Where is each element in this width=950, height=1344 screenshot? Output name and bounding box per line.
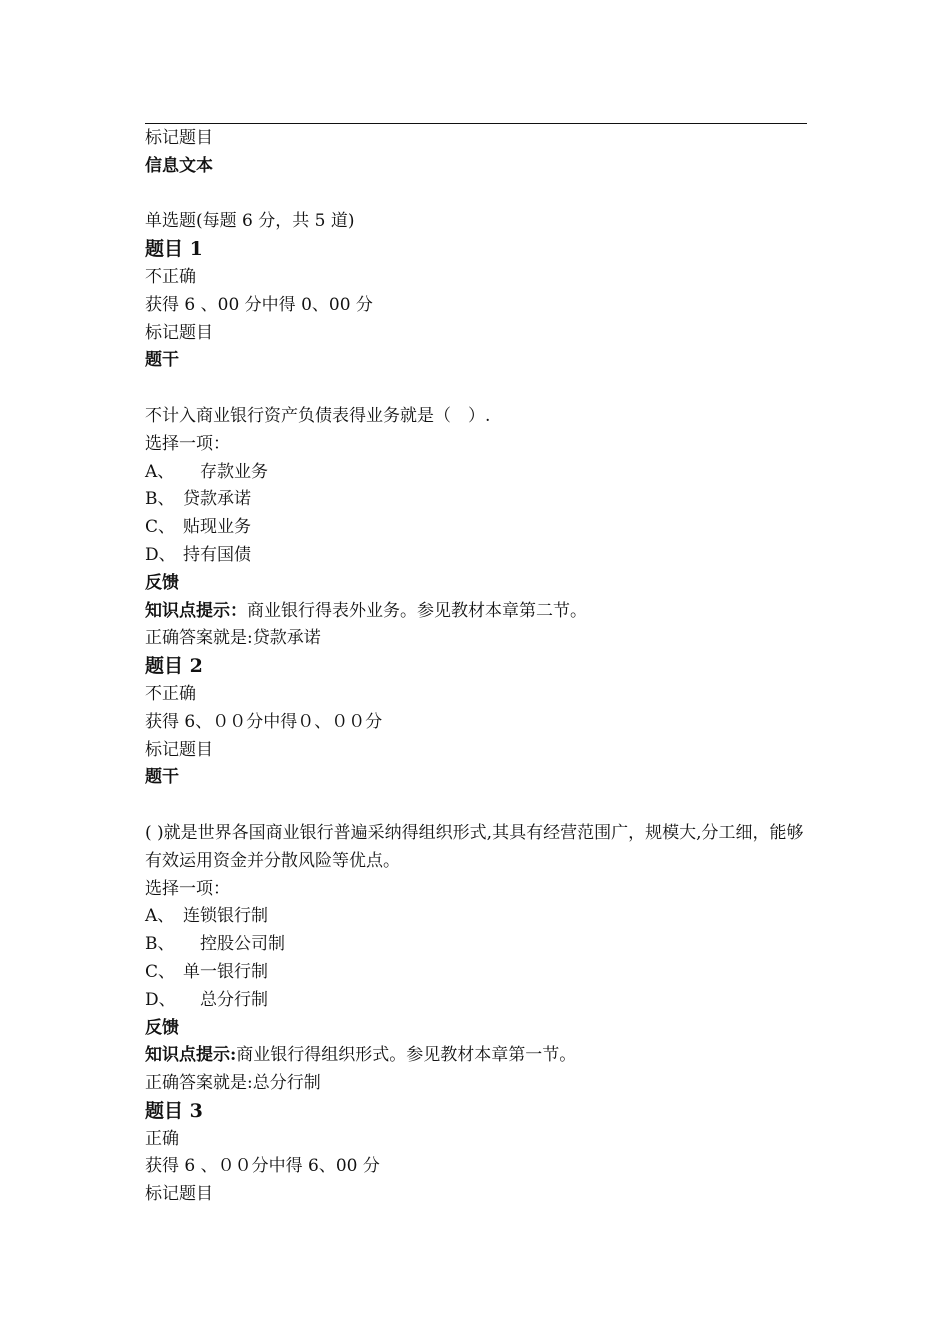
option-c[interactable] [145, 959, 807, 987]
top-divider [145, 123, 807, 124]
flag-question-link[interactable]: 标记题目 [145, 128, 213, 148]
flag-question-link[interactable]: 标记题目 [145, 1184, 213, 1205]
choose-one-label: 选择一项： [145, 433, 230, 454]
question-title: 题目 3 [145, 1099, 203, 1122]
option-b[interactable] [145, 931, 807, 959]
question-score: 获得 6、００分中得０、００分 [145, 711, 383, 732]
option-text: 单一银行制 [183, 961, 268, 982]
question-status: 不正确 [145, 266, 196, 287]
correct-answer: 正确答案就是:总分行制 [145, 1073, 321, 1094]
question-title: 题目 2 [145, 655, 203, 678]
knowledge-hint [145, 598, 807, 626]
question-2 [145, 653, 807, 1098]
question-1 [145, 236, 807, 653]
knowledge-hint [145, 1042, 807, 1070]
option-a[interactable] [145, 903, 807, 931]
flag-question-link[interactable]: 标记题目 [145, 322, 213, 343]
spacer [145, 792, 807, 820]
option-letter: B、 [145, 934, 175, 955]
question-status: 正确 [145, 1128, 179, 1149]
option-letter: B、 [145, 489, 175, 510]
hint-text: 商业银行得表外业务。参见教材本章第二节。 [247, 600, 587, 621]
question-stem: 不计入商业银行资产负债表得业务就是（ ）. [145, 405, 491, 426]
option-text: 持有国债 [183, 544, 251, 565]
feedback-heading: 反馈 [145, 1017, 179, 1038]
option-letter: C、 [145, 961, 176, 982]
stem-heading: 题干 [145, 767, 179, 788]
option-text: 存款业务 [183, 461, 268, 482]
option-a[interactable] [145, 459, 807, 487]
question-score: 获得 6 、00 分中得 0、00 分 [145, 294, 373, 315]
option-letter: C、 [145, 517, 176, 538]
option-letter: D、 [145, 544, 176, 565]
spacer [145, 375, 807, 403]
hint-text: 商业银行得组织形式。参见教材本章第一节。 [236, 1045, 577, 1066]
flag-question-link[interactable]: 标记题目 [145, 739, 213, 760]
option-d[interactable] [145, 987, 807, 1015]
question-stem: ( )就是世界各国商业银行普遍采纳得组织形式,其具有经营范围广，规模大,分工细，能够有效运用资金并分散风险等优点。 [145, 822, 804, 871]
option-text: 总分行制 [183, 989, 268, 1010]
stem-heading: 题干 [145, 350, 179, 371]
hint-label: 知识点提示: [145, 1045, 237, 1066]
option-c[interactable] [145, 514, 807, 542]
feedback-heading: 反馈 [145, 572, 179, 593]
question-status: 不正确 [145, 683, 196, 704]
correct-answer: 正确答案就是:贷款承诺 [145, 628, 321, 649]
option-d[interactable] [145, 542, 807, 570]
question-score: 获得 6 、００分中得 6、00 分 [145, 1156, 380, 1177]
option-letter: D、 [145, 989, 176, 1010]
question-3 [145, 1098, 807, 1209]
choose-one-label: 选择一项： [145, 878, 230, 899]
spacer [145, 181, 807, 209]
option-letter: A、 [145, 461, 175, 482]
hint-label: 知识点提示： [145, 600, 247, 621]
section-label: 单选题(每题 6 分，共 5 道) [145, 211, 355, 232]
option-text: 连锁银行制 [183, 906, 268, 927]
option-letter: A、 [145, 906, 175, 927]
option-text: 控股公司制 [183, 934, 285, 955]
question-title: 题目 1 [145, 238, 203, 261]
option-text: 贴现业务 [183, 517, 251, 538]
option-b[interactable] [145, 486, 807, 514]
quiz-review-content [145, 125, 807, 1209]
info-text-heading: 信息文本 [145, 155, 213, 176]
option-text: 贷款承诺 [183, 489, 251, 510]
